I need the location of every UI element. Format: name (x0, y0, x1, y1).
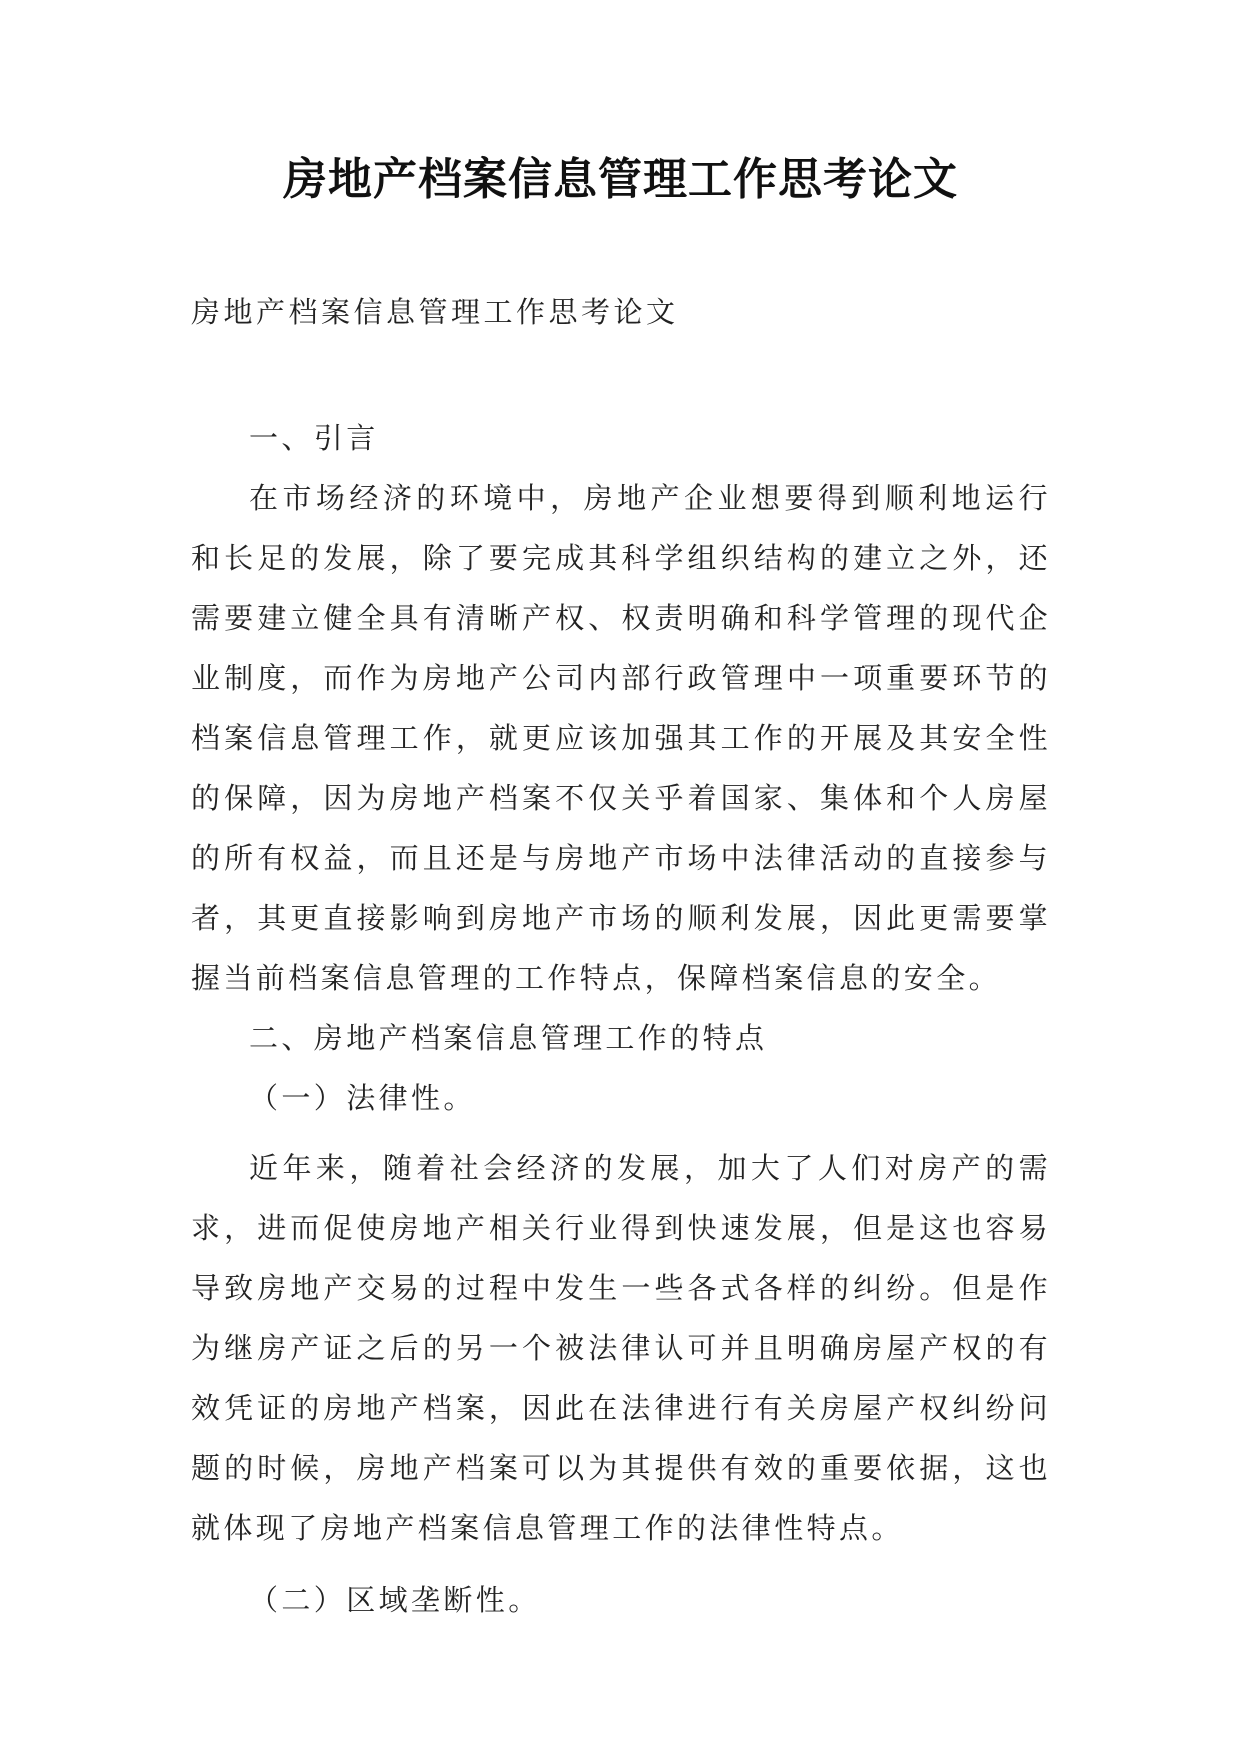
document-subtitle: 房地产档案信息管理工作思考论文 (191, 295, 679, 329)
section-heading-features: 二、房地产档案信息管理工作的特点 (249, 1021, 768, 1055)
subsection-heading-legal: （一）法律性。 (249, 1081, 476, 1115)
section-heading-intro: 一、引言 (249, 421, 379, 455)
document-body (191, 408, 1051, 1630)
paragraph-legal: 近年来，随着社会经济的发展，加大了人们对房产的需求，进而促使房地产相关行业得到快速发展，但是这也容易导致房地产交易的过程中发生一些各式各样的纠纷。但是作为继房产证之后的另一个被法律认可并且明确房屋产权的有效凭证的房地产档案，因此在法律进行有关房屋产权纠纷问题的时候，房地产档案可以为其提供有效的重要依据，这也就体现了房地产档案信息管理工作的法律性特点。 (191, 1151, 1051, 1545)
document-title: 房地产档案信息管理工作思考论文 (283, 154, 958, 205)
subsection-heading-regional-monopoly: （二）区域垄断性。 (249, 1583, 541, 1617)
paragraph-intro: 在市场经济的环境中，房地产企业想要得到顺利地运行和长足的发展，除了要完成其科学组织结构的建立之外，还需要建立健全具有清晰产权、权责明确和科学管理的现代企业制度，而作为房地产公司内部行政管理中一项重要环节的档案信息管理工作，就更应该加强其工作的开展及其安全性的保障，因为房地产档案不仅关乎着国家、集体和个人房屋的所有权益，而且还是与房地产市场中法律活动的直接参与者，其更直接影响到房地产市场的顺利发展，因此更需要掌握当前档案信息管理的工作特点，保障档案信息的安全。 (191, 481, 1051, 995)
